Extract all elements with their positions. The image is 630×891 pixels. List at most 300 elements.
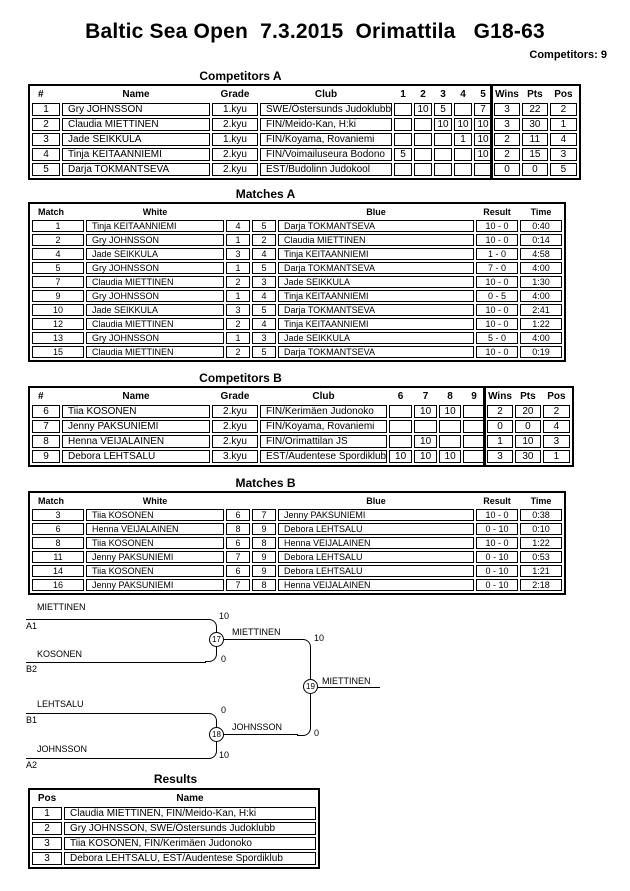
table-cell: Debora LEHTSALU [278,523,474,535]
table-cell: 1 [226,262,250,274]
table-cell: 12 [32,318,84,330]
table-cell: 8 [252,579,276,591]
table-row [32,318,562,330]
table-cell: Claudia MIETTINEN [86,346,224,358]
table-cell: Gry JOHNSSON [86,332,224,344]
table-row [32,420,570,433]
table-row [32,450,570,463]
table-cell: 10 - 0 [476,318,518,330]
results-table [28,788,320,869]
table-cell: 9 [252,565,276,577]
column-header: Match [38,207,65,217]
table-cell: Jade SEIKKULA [278,276,474,288]
table-cell: Jenny PAKSUNIEMI [86,579,224,591]
table-cell: 2.kyu [212,435,258,448]
table-cell [434,133,452,146]
table-cell: 10 [454,118,472,131]
section-heading-matches-b: Matches B [235,476,296,490]
competitors-count-label: Competitors: 9 [529,49,607,61]
table-row [32,234,562,246]
table-cell: 3 [32,852,62,865]
table-cell: 1 [454,133,472,146]
column-header: Name [122,391,150,402]
table-cell: 6 [226,509,250,521]
table-cell: Jade SEIKKULA [278,332,474,344]
column-header: Time [530,207,552,217]
column-header: Blue [366,207,386,217]
table-cell: 7 - 0 [476,262,518,274]
table-cell: 4 [32,248,84,260]
table-cell: 2 [32,822,62,835]
column-header: Pts [527,89,543,100]
table-row [32,262,562,274]
table-cell: 0 [494,163,520,176]
table-cell: 6 [32,523,84,535]
table-cell: 7 [474,103,492,116]
table-row [32,346,562,358]
table-cell: 8 [32,435,60,448]
table-cell: 1:21 [520,565,562,577]
matches-a-table [28,202,566,362]
table-cell: Claudia MIETTINEN [278,234,474,246]
table-cell: 1 [487,435,513,448]
column-header: 3 [440,89,446,100]
bracket-score: 10 [314,633,325,643]
table-cell: 10 [414,405,437,418]
table-cell: 6 [226,565,250,577]
column-header: Result [483,207,511,217]
header-row [32,390,570,403]
table-cell: Darja TOKMANTSEVA [278,304,474,316]
table-cell: 1 [226,332,250,344]
bracket-slot-name: LEHTSALU [37,699,84,709]
bracket-slot-name: KOSONEN [37,649,83,659]
table-cell: 1:22 [520,318,562,330]
column-header: 1 [400,89,406,100]
table-row [32,807,316,820]
table-cell: 3 [252,332,276,344]
table-cell: Tinja KEITAANNIEMI [278,318,474,330]
column-header: Pos [554,89,573,100]
table-cell [394,118,412,131]
table-cell: Claudia MIETTINEN, FIN/Meido-Kan, H:ki [64,807,316,820]
table-row [32,579,562,591]
table-cell: Darja TOKMANTSEVA [278,262,474,274]
table-cell: 15 [32,346,84,358]
table-cell: 0:14 [520,234,562,246]
table-cell: 9 [252,523,276,535]
table-cell [463,420,485,433]
table-cell [414,133,432,146]
bracket-line [26,713,206,714]
table-row [32,537,562,549]
table-row [32,276,562,288]
table-row [32,565,562,577]
bracket-line [26,758,206,759]
bracket-slot-seed: A2 [26,760,38,770]
table-cell: 4:58 [520,248,562,260]
bracket-match-number: 17 [209,632,224,647]
column-header: 6 [397,391,404,402]
table-row [32,852,316,865]
section-heading-matches-a: Matches A [235,187,296,201]
table-cell: FIN/Koyama, Rovaniemi [260,420,387,433]
header-row [32,88,577,101]
table-cell: Henna VEIJALAINEN [86,523,224,535]
table-cell: 3 [252,276,276,288]
table-cell: 5 [252,262,276,274]
table-cell: 1 [543,450,570,463]
table-cell: Tiia KOSONEN [86,537,224,549]
table-cell: 10 [414,435,437,448]
table-cell: 5 [252,304,276,316]
table-cell: 11 [522,133,548,146]
table-cell: Jade SEIKKULA [86,248,224,260]
table-cell: 0 - 5 [476,290,518,302]
table-row [32,405,570,418]
table-row [32,551,562,563]
table-cell: 3 [226,248,250,260]
table-cell: 3 [32,133,60,146]
table-cell: 0:40 [520,220,562,232]
table-cell: 7 [226,551,250,563]
table-cell: 1 - 0 [476,248,518,260]
column-header: Blue [366,496,386,506]
table-cell: 2 [550,103,577,116]
table-cell: Claudia MIETTINEN [86,276,224,288]
table-cell: 8 [226,523,250,535]
table-cell: 3 [32,509,84,521]
table-cell: FIN/Meido-Kan, H:ki [260,118,392,131]
column-header: White [142,207,168,217]
table-cell [434,163,452,176]
bracket-slot-seed: B2 [26,664,38,674]
table-cell: 5 - 0 [476,332,518,344]
table-cell: Jade SEIKKULA [86,304,224,316]
table-cell [394,103,412,116]
bracket-champion-name: MIETTINEN [322,676,371,686]
table-cell [389,420,412,433]
table-cell: 2 [543,405,570,418]
column-header: Wins [495,89,519,100]
table-cell: Claudia MIETTINEN [62,118,210,131]
table-cell: 6 [226,537,250,549]
table-cell: 3 [543,435,570,448]
bracket-score: 10 [219,750,230,760]
column-header: 2 [420,89,426,100]
table-cell [414,163,432,176]
table-cell: Gry JOHNSSON [62,103,210,116]
table-cell [414,118,432,131]
bracket-winner-name: JOHNSSON [232,722,283,732]
table-cell: 0 [522,163,548,176]
table-cell: 11 [32,551,84,563]
table-cell: 10 [474,148,492,161]
table-cell: 3 [487,450,513,463]
table-row [32,304,562,316]
table-cell [394,133,412,146]
table-row [32,148,577,161]
table-cell: 30 [522,118,548,131]
table-cell: 10 [515,435,541,448]
column-header: 8 [447,391,453,402]
table-cell: 10 [414,450,437,463]
table-cell: 4 [252,318,276,330]
table-cell [463,435,485,448]
table-cell: 2 [32,118,60,131]
competitors-a-table [28,84,581,180]
section-heading-results: Results [153,772,198,786]
column-header: 7 [422,391,429,402]
table-cell: 5 [32,262,84,274]
competitors-b-table [28,386,574,467]
table-cell: 1 [226,234,250,246]
table-cell: 8 [252,537,276,549]
bracket-slot-seed: A1 [26,621,38,631]
table-cell: Jenny PAKSUNIEMI [278,509,474,521]
table-cell [414,420,437,433]
table-cell: 2.kyu [212,405,258,418]
table-cell: 3 [494,118,520,131]
table-cell: FIN/Kerimäen Judonoko [260,405,387,418]
table-cell: Tinja KEITAANNIEMI [278,290,474,302]
column-header [252,206,276,218]
table-cell: 7 [226,579,250,591]
table-cell: FIN/Orimattilan JS [260,435,387,448]
table-cell: 3 [32,837,62,850]
table-row [32,332,562,344]
table-cell [463,405,485,418]
thick-separator [490,84,493,180]
table-cell: 10 [474,118,492,131]
table-cell: 9 [32,450,60,463]
table-cell: 10 [474,133,492,146]
table-cell: Jenny PAKSUNIEMI [62,420,210,433]
table-cell: 5 [252,220,276,232]
table-cell: Tiia KOSONEN [62,405,210,418]
table-row [32,837,316,850]
table-cell: 10 - 0 [476,234,518,246]
table-cell [414,148,432,161]
table-cell: 10 - 0 [476,509,518,521]
bracket-line [26,662,206,663]
bracket-line [26,619,206,620]
bracket-score: 0 [221,705,227,715]
bracket-match-number: 19 [303,679,318,694]
table-cell [454,148,472,161]
table-cell: 2.kyu [212,118,258,131]
table-cell: 1.kyu [212,133,258,146]
table-cell: 1 [32,220,84,232]
table-cell: Debora LEHTSALU [278,565,474,577]
bracket-match-number: 18 [209,727,224,742]
table-cell: 4:00 [520,262,562,274]
table-cell: 1 [550,118,577,131]
table-cell: FIN/Koyama, Rovaniemi [260,133,392,146]
table-row [32,133,577,146]
table-cell: 7 [32,276,84,288]
table-cell: 16 [32,579,84,591]
table-cell: 0 - 10 [476,523,518,535]
table-cell: 10 - 0 [476,304,518,316]
table-cell: 4 [252,248,276,260]
table-row [32,163,577,176]
table-cell: 20 [515,405,541,418]
table-cell: 2 [226,276,250,288]
table-cell: 2 [494,133,520,146]
table-cell: 5 [434,103,452,116]
table-cell: 5 [32,163,60,176]
table-cell: 14 [32,565,84,577]
column-header: Time [530,496,552,506]
column-header: Name [122,89,150,100]
table-cell: 4 [550,133,577,146]
section-heading-competitors-b: Competitors B [199,371,282,385]
table-cell: 0 [515,420,541,433]
table-cell: 2 [494,148,520,161]
table-cell: FIN/Voimailuseura Bodono [260,148,392,161]
table-cell: 22 [522,103,548,116]
table-cell: 10 - 0 [476,537,518,549]
table-cell: 0 - 10 [476,579,518,591]
table-cell [434,148,452,161]
table-cell: 2.kyu [212,148,258,161]
table-cell: Claudia MIETTINEN [86,318,224,330]
column-header: Name [176,793,204,804]
table-cell: 4 [32,148,60,161]
table-cell: Debora LEHTSALU [278,551,474,563]
table-cell: 10 - 0 [476,220,518,232]
table-cell: 1 [32,807,62,820]
table-cell: 3.kyu [212,450,258,463]
table-cell: Gry JOHNSSON, SWE/Östersunds Judoklubb [64,822,316,835]
table-cell: 3 [226,304,250,316]
column-header: Grade [220,89,250,100]
table-cell [454,163,472,176]
table-cell: 10 [32,304,84,316]
column-header [252,495,276,507]
table-row [32,220,562,232]
table-cell: 13 [32,332,84,344]
column-header: White [142,496,168,506]
table-cell: 4:00 [520,290,562,302]
table-cell: 30 [515,450,541,463]
header-row [32,495,562,507]
page-title: Baltic Sea Open 7.3.2015 Orimattila G18-63 [85,20,545,43]
table-cell: 2:41 [520,304,562,316]
table-row [32,103,577,116]
table-cell: Tiia KOSONEN, FIN/Kerimäen Judonoko [64,837,316,850]
table-cell [439,435,461,448]
table-cell [389,405,412,418]
table-cell: 2 [32,234,84,246]
table-cell: 1 [226,290,250,302]
bracket-slot-name: MIETTINEN [37,602,86,612]
table-cell: 0:19 [520,346,562,358]
table-cell: 5 [252,346,276,358]
table-cell: 7 [32,420,60,433]
header-row [32,206,562,218]
table-cell: 1.kyu [212,103,258,116]
table-cell: 10 [439,405,461,418]
table-cell: Henna VEIJALAINEN [278,579,474,591]
bracket-slot-seed: B1 [26,715,38,725]
column-header: Wins [488,391,512,402]
bracket-score: 10 [219,611,230,621]
table-cell: 3 [550,148,577,161]
table-cell: 9 [32,290,84,302]
column-header: Club [312,391,335,402]
table-cell: 0:53 [520,551,562,563]
column-header: 9 [471,391,477,402]
table-cell: 10 - 0 [476,276,518,288]
thick-separator [483,386,486,467]
column-header: Match [38,496,65,506]
table-cell: 1:30 [520,276,562,288]
table-cell: Darja TOKMANTSEVA [278,346,474,358]
column-header: Pos [37,793,57,804]
table-cell: 8 [32,537,84,549]
table-cell: Tinja KEITAANNIEMI [86,220,224,232]
table-cell: Tiia KOSONEN [86,565,224,577]
table-cell: 2 [252,234,276,246]
table-cell: Debora LEHTSALU, EST/Audentese Spordiklub [64,852,316,865]
table-cell: 2 [226,318,250,330]
table-cell: 7 [252,509,276,521]
table-row [32,822,316,835]
column-header [226,206,250,218]
table-cell: Darja TOKMANTSEVA [278,220,474,232]
table-cell: 2 [487,405,513,418]
table-cell: 4 [226,220,250,232]
table-cell: 0 - 10 [476,565,518,577]
column-header: # [38,391,44,402]
section-heading-competitors-a: Competitors A [199,69,282,83]
bracket-line [318,687,380,688]
column-header: Result [483,496,511,506]
table-cell: Henna VEIJALAINEN [278,537,474,549]
column-header: # [38,89,44,100]
table-cell [454,103,472,116]
table-cell: 5 [394,148,412,161]
table-cell: 10 [434,118,452,131]
table-cell: 4:00 [520,332,562,344]
table-cell: 1:22 [520,537,562,549]
table-row [32,435,570,448]
table-row [32,509,562,521]
table-cell: Debora LEHTSALU [62,450,210,463]
table-cell: 4 [543,420,570,433]
table-cell [463,450,485,463]
table-cell: 2 [226,346,250,358]
table-row [32,248,562,260]
table-cell: 2.kyu [212,163,258,176]
table-cell: EST/Budolinn Judokool [260,163,392,176]
table-cell: 10 [389,450,412,463]
column-header: Pts [520,391,536,402]
column-header [226,495,250,507]
table-cell: 0:38 [520,509,562,521]
table-cell: Henna VEIJALAINEN [62,435,210,448]
column-header: 4 [460,89,466,100]
table-cell: Jade SEIKKULA [62,133,210,146]
table-cell: 10 - 0 [476,346,518,358]
column-header: Pos [547,391,566,402]
table-cell: 2.kyu [212,420,258,433]
bracket-score: 0 [221,654,227,664]
table-cell: 10 [439,450,461,463]
bracket-line [224,639,298,640]
